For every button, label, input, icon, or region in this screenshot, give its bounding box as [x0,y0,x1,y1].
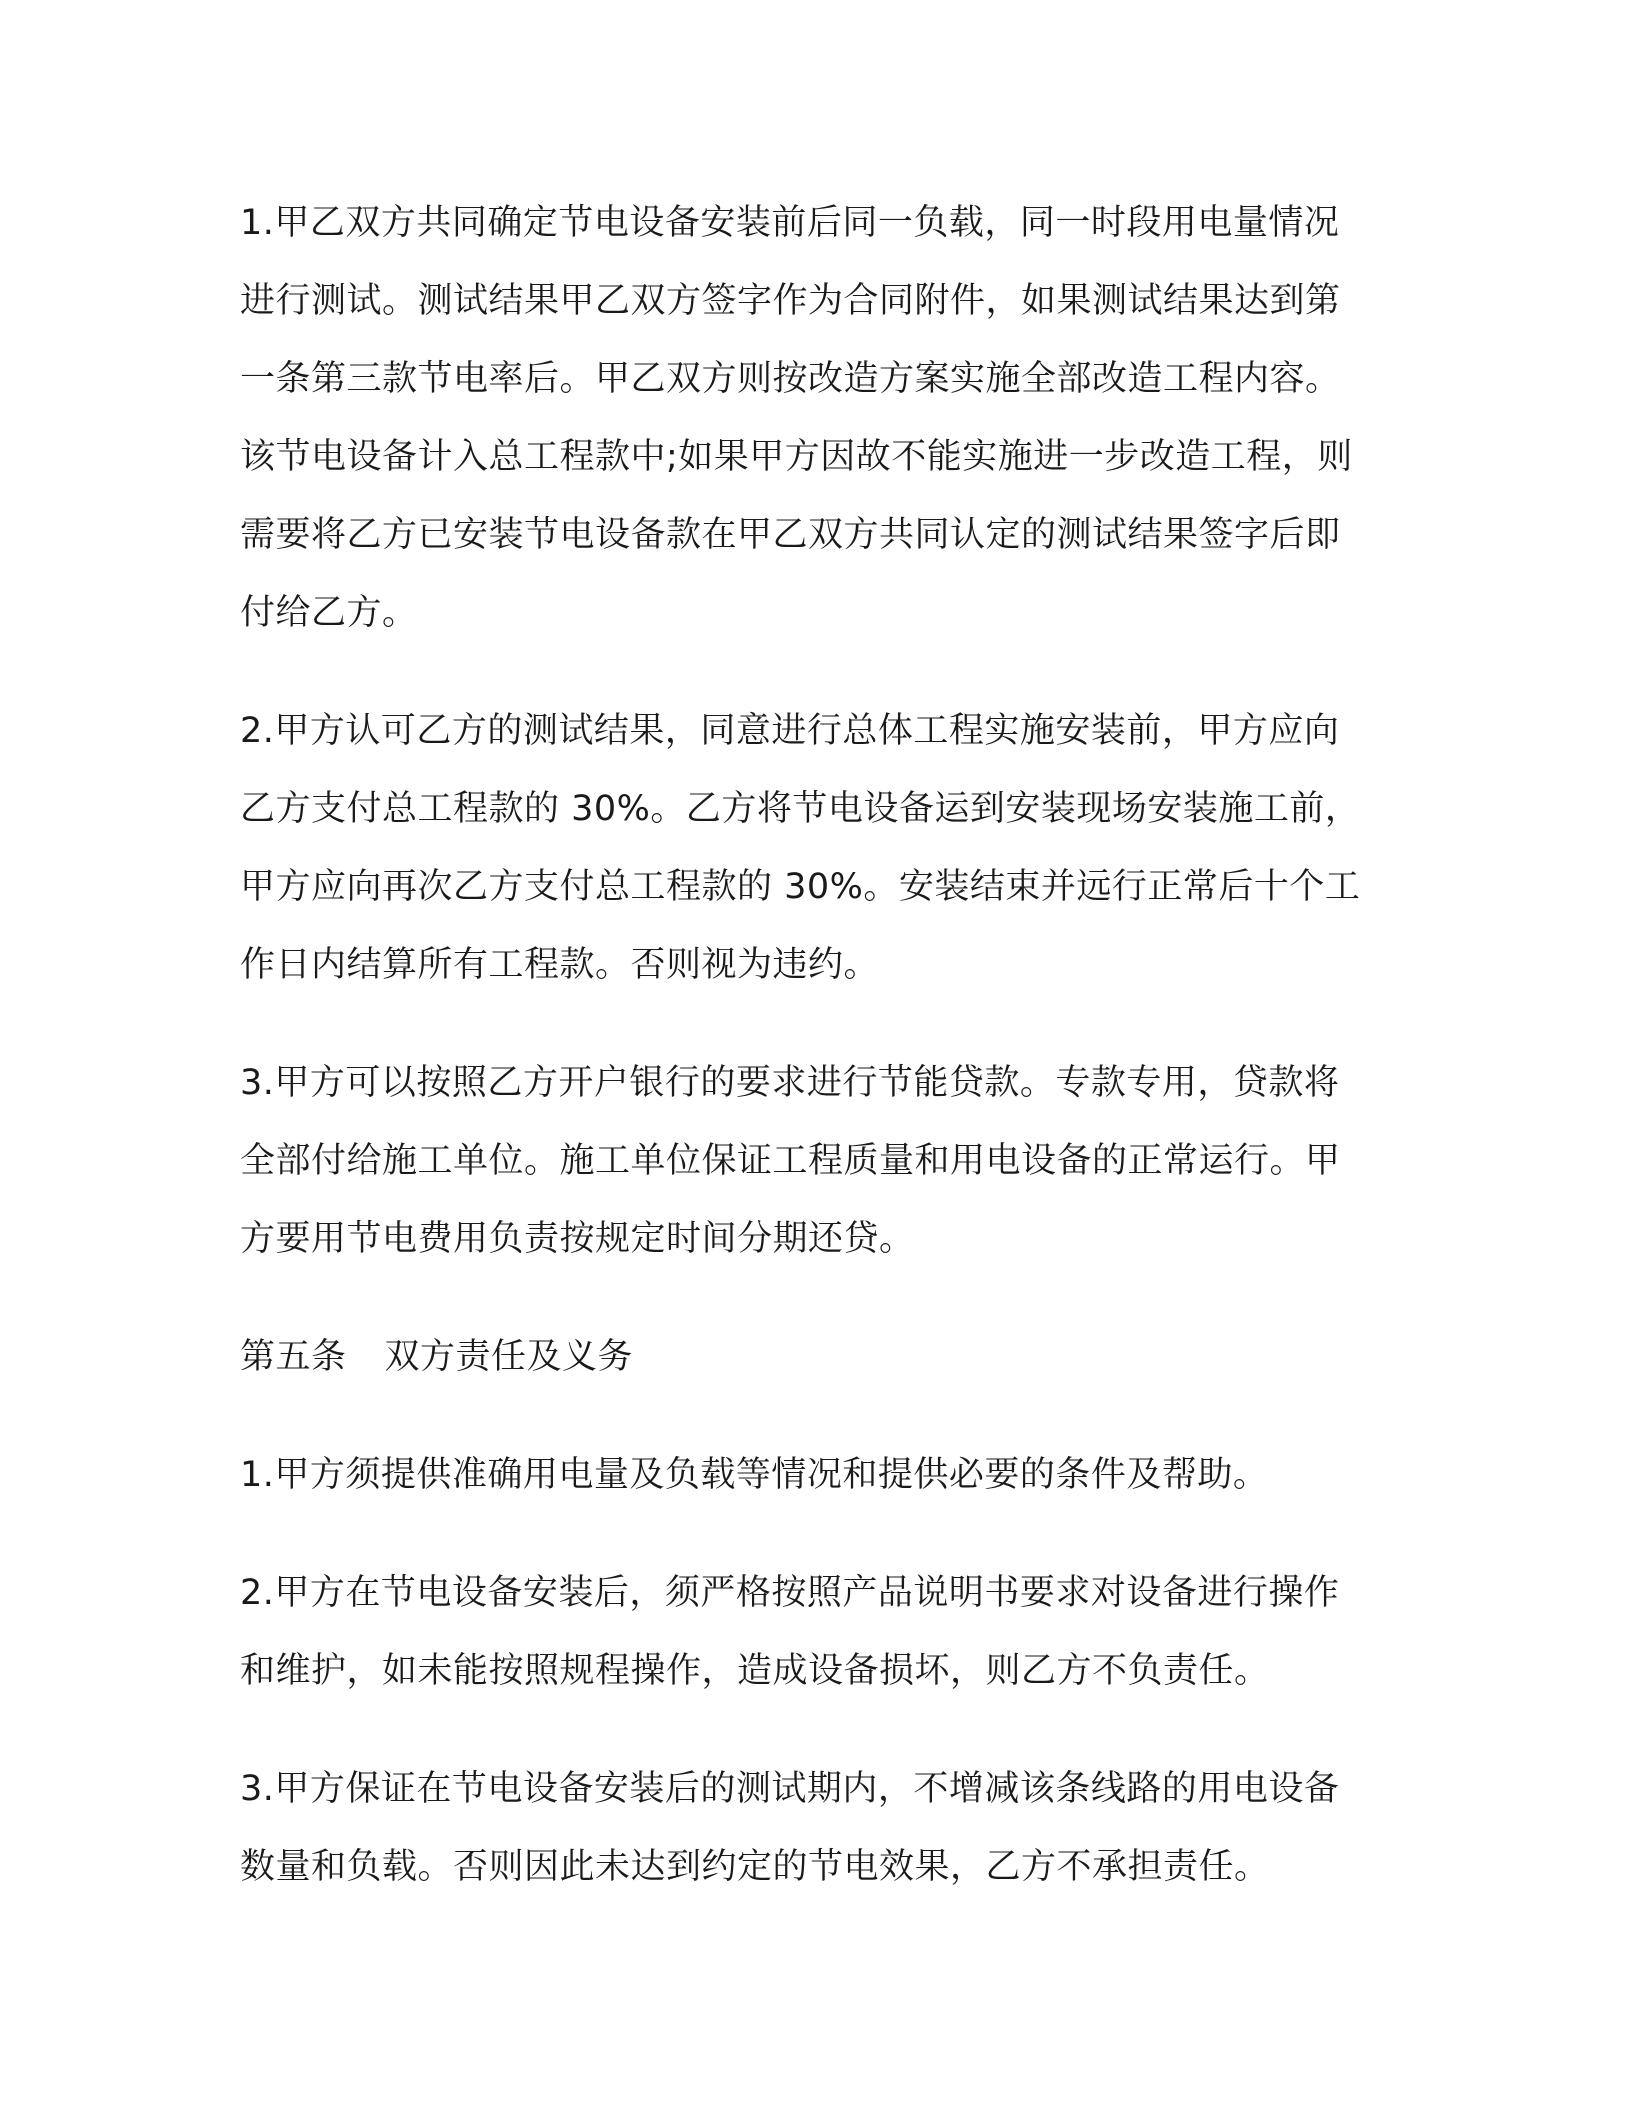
section5-item-1: 1.甲方须提供准确用电量及负载等情况和提供必要的条件及帮助。 [240,1455,1269,1495]
section5-item-3: 3.甲方保证在节电设备安装后的测试期内，不增减该条线路的用电设备数量和负载。否则因此未达到约定的节电效果，乙方不承担责任。 [240,1769,1340,1887]
section5-heading-title: 双方责任及义务 [384,1337,634,1377]
section5-heading [240,1318,1368,1396]
section5-item-2: 2.甲方在节电设备安装后，须严格按照产品说明书要求对设备进行操作和维护，如未能按照规程操作，造成设备损坏，则乙方不负责任。 [240,1573,1340,1691]
section4-item-3: 3.甲方可以按照乙方开户银行的要求进行节能贷款。专款专用，贷款将全部付给施工单位。施工单位保证工程质量和用电设备的正常运行。甲方要用节电费用负责按规定时间分期还贷。 [240,1063,1341,1259]
section4-item-2: 2.甲方认可乙方的测试结果，同意进行总体工程实施安装前，甲方应向乙方支付总工程款的 30%。乙方将节电设备运到安装现场安装施工前，甲方应向再次乙方支付总工程款的 30%。安装结束并远行正常后十个工作日内结算所有工程款。否则视为违约。 [240,711,1361,985]
document-body [240,184,1368,1946]
section5-heading-number: 第五条 [240,1337,347,1377]
section4-item-1: 1.甲乙双方共同确定节电设备安装前后同一负载，同一时段用电量情况进行测试。测试结果甲乙双方签字作为合同附件，如果测试结果达到第一条第三款节电率后。甲乙双方则按改造方案实施全部改造工程内容。该节电设备计入总工程款中;如果甲方因故不能实施进一步改造工程，则需要将乙方已安装节电设备款在甲乙双方共同认定的测试结果签字后即付给乙方。 [240,203,1353,633]
